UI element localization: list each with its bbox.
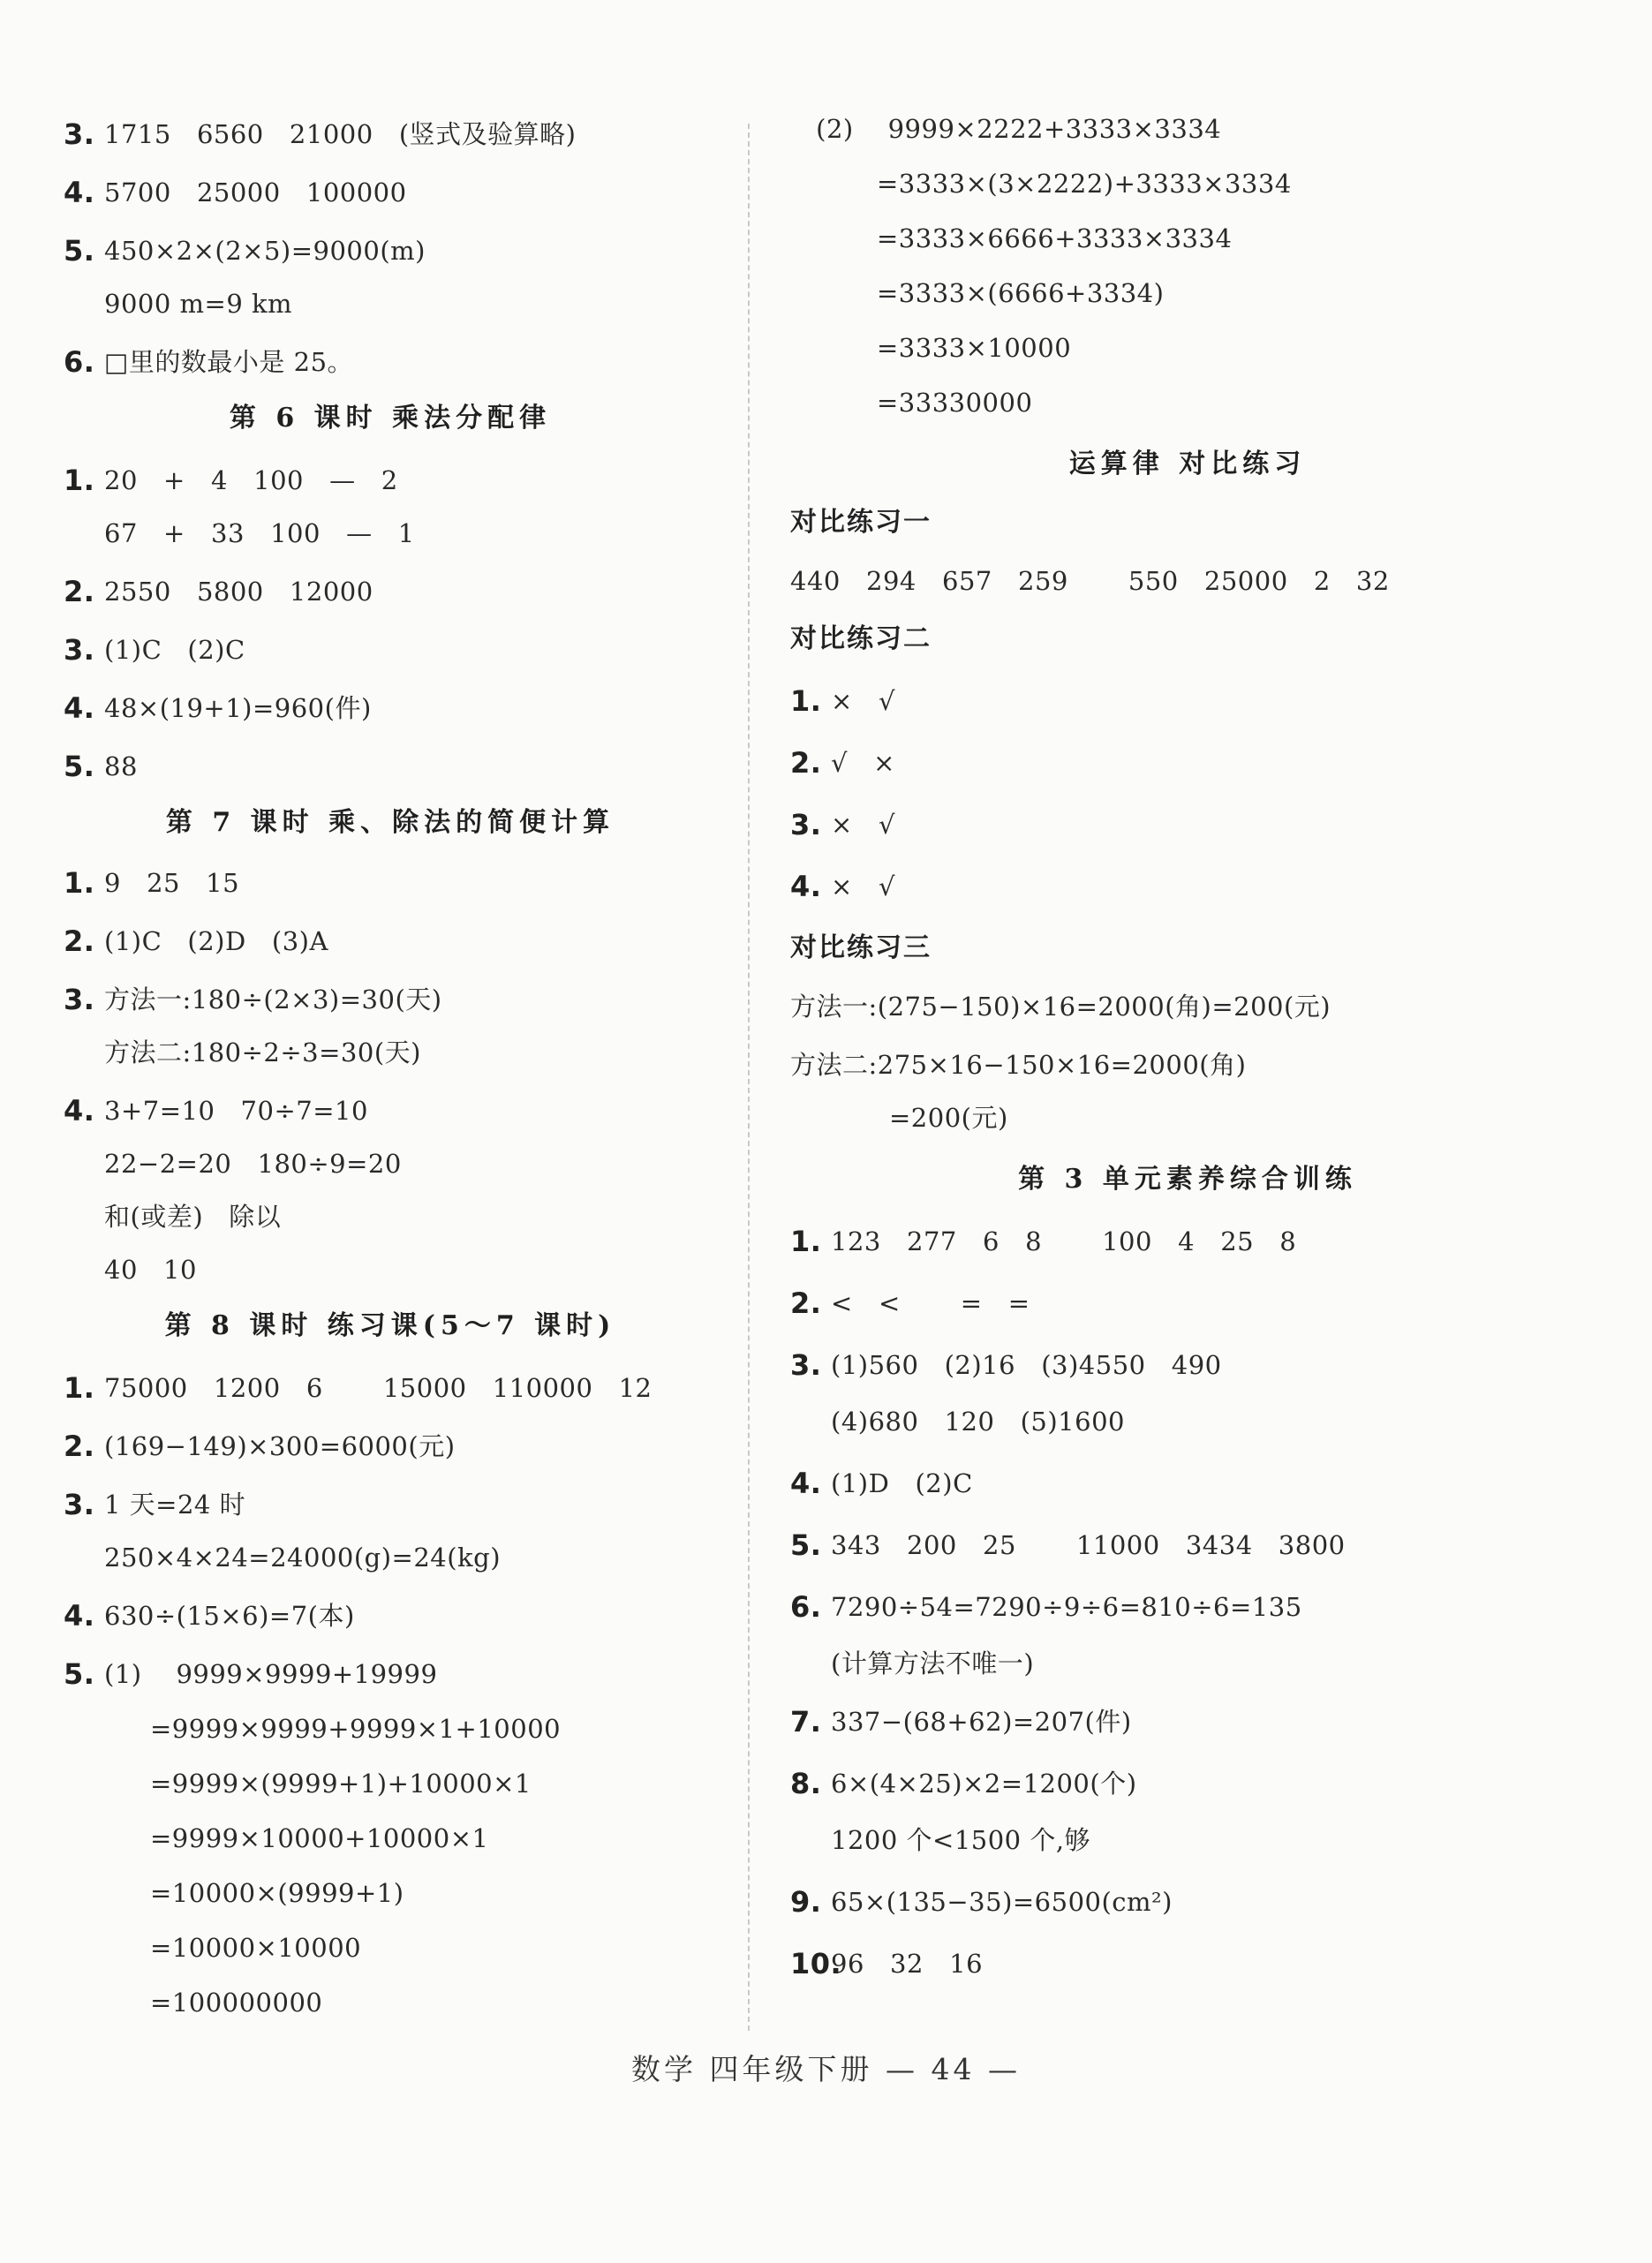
- item-number: 4.: [64, 1599, 95, 1633]
- answer-item: [64, 233, 717, 268]
- answer-line: [790, 221, 1585, 256]
- answer-item: [790, 869, 1585, 904]
- answer-text: 440 294 657 259 550 25000 2 32: [790, 566, 1390, 596]
- answer-item: [64, 982, 717, 1017]
- answer-item: [64, 1487, 717, 1522]
- answer-item: [790, 1946, 1585, 1981]
- answer-line: [790, 330, 1585, 366]
- answer-text: (1)C (2)C: [104, 635, 245, 665]
- answer-item: [790, 1766, 1585, 1801]
- section-heading: 第 8 课时 练习课(5～7 课时): [164, 1310, 616, 1341]
- item-number: 10.: [790, 1947, 842, 1980]
- answer-item: [790, 1286, 1585, 1321]
- answer-line: [64, 1821, 717, 1856]
- answer-text: √ ×: [831, 748, 895, 778]
- answer-line: [790, 1047, 1585, 1082]
- answer-text: × √: [831, 686, 895, 716]
- section-heading: 第 7 课时 乘、除法的简便计算: [165, 807, 615, 838]
- answer-line: [64, 1540, 717, 1575]
- answer-line: [790, 111, 1585, 147]
- answer-text: 250×4×24=24000(g)=24(kg): [104, 1543, 502, 1573]
- item-number: 1.: [790, 1225, 822, 1258]
- answer-text: =10000×(9999+1): [150, 1878, 404, 1908]
- answer-text: (2) 9999×2222+3333×3334: [790, 114, 1222, 144]
- answer-line: [790, 1822, 1585, 1858]
- answer-text: 2550 5800 12000: [104, 577, 373, 607]
- answer-text: 96 32 16: [831, 1949, 984, 1979]
- item-number: 3.: [64, 633, 95, 667]
- answer-item: [64, 1598, 717, 1633]
- answer-text: =100000000: [150, 1988, 323, 2018]
- answer-text: 450×2×(2×5)=9000(m): [104, 236, 426, 266]
- answer-text: 和(或差) 除以: [104, 1202, 282, 1232]
- answer-item: [64, 1093, 717, 1128]
- answer-item: [790, 1466, 1585, 1501]
- item-number: 7.: [790, 1705, 822, 1739]
- answer-line: [790, 563, 1585, 599]
- answer-line: [64, 1766, 717, 1801]
- answer-line: [790, 989, 1585, 1024]
- answer-text: =200(元): [889, 1103, 1008, 1133]
- answer-text: 630÷(15×6)=7(本): [104, 1601, 355, 1631]
- answer-line: [64, 516, 717, 551]
- subsection-heading: 对比练习二: [790, 623, 932, 654]
- answer-text: 9 25 15: [104, 868, 240, 898]
- item-number: 5.: [64, 1657, 95, 1691]
- answer-item: [790, 1347, 1585, 1383]
- answer-text: 方法一:(275−150)×16=2000(角)=200(元): [790, 992, 1331, 1022]
- answer-text: 方法二:180÷2÷3=30(天): [104, 1037, 421, 1067]
- answer-line: [64, 1985, 717, 2020]
- answer-text: 40 10: [104, 1255, 197, 1285]
- column-divider: [748, 124, 750, 2031]
- answer-text: (1)D (2)C: [831, 1468, 973, 1498]
- answer-item: [790, 1589, 1585, 1625]
- answer-line: [64, 1146, 717, 1181]
- answer-line: [64, 1252, 717, 1287]
- answer-item: [64, 117, 717, 152]
- answer-text: × √: [831, 810, 895, 840]
- answer-text: 343 200 25 11000 3434 3800: [831, 1530, 1346, 1560]
- answer-text: 1 天=24 时: [104, 1490, 246, 1520]
- item-number: 4.: [790, 870, 822, 903]
- item-number: 2.: [64, 575, 95, 608]
- answer-text: =9999×9999+9999×1+10000: [150, 1714, 562, 1744]
- answer-item: [64, 463, 717, 498]
- answer-line: [64, 1930, 717, 1965]
- item-number: 2.: [64, 1429, 95, 1463]
- answer-text: 9000 m=9 km: [104, 289, 293, 319]
- item-number: 3.: [64, 117, 95, 151]
- answer-text: 6×(4×25)×2=1200(个): [831, 1769, 1137, 1799]
- item-number: 5.: [790, 1528, 822, 1562]
- answer-item: [64, 1656, 717, 1692]
- answer-line: [64, 1035, 717, 1070]
- section-heading: 第 3 单元素养综合训练: [1018, 1164, 1357, 1195]
- answer-text: 67 + 33 100 — 1: [104, 518, 415, 548]
- item-number: 3.: [790, 1348, 822, 1382]
- page-footer: 数学 四年级下册 — 44 —: [631, 2052, 1021, 2086]
- item-number: 3.: [64, 983, 95, 1016]
- answer-text: =33330000: [877, 388, 1033, 418]
- answer-text: 方法二:275×16−150×16=2000(角): [790, 1050, 1247, 1080]
- answer-text: 1200 个<1500 个,够: [831, 1825, 1091, 1855]
- section-heading: 第 6 课时 乘法分配律: [229, 403, 552, 434]
- answer-text: < < = =: [831, 1288, 1030, 1318]
- item-number: 8.: [790, 1767, 822, 1800]
- answer-text: (计算方法不唯一): [831, 1648, 1035, 1678]
- item-number: 5.: [64, 234, 95, 268]
- answer-text: =3333×6666+3333×3334: [877, 223, 1233, 253]
- answer-text: (1)560 (2)16 (3)4550 490: [831, 1350, 1222, 1380]
- answer-item: [790, 1224, 1585, 1259]
- answer-text: 337−(68+62)=207(件): [831, 1707, 1132, 1737]
- item-number: 9.: [790, 1885, 822, 1919]
- answer-text: =9999×10000+10000×1: [150, 1823, 489, 1853]
- answer-text: (4)680 120 (5)1600: [831, 1407, 1125, 1437]
- answer-item: [64, 175, 717, 210]
- answer-text: 88: [104, 751, 138, 781]
- answer-text: 123 277 6 8 100 4 25 8: [831, 1226, 1297, 1256]
- answer-line: [64, 1875, 717, 1911]
- item-number: 5.: [64, 750, 95, 783]
- answer-text: 75000 1200 6 15000 110000 12: [104, 1373, 653, 1403]
- answer-text: 3+7=10 70÷7=10: [104, 1096, 368, 1126]
- item-number: 2.: [64, 924, 95, 958]
- subsection-heading: 对比练习三: [790, 932, 932, 963]
- answer-text: □里的数最小是 25。: [104, 347, 354, 377]
- answer-text: × √: [831, 871, 895, 901]
- answer-text: =3333×10000: [877, 333, 1072, 363]
- answer-line: [790, 1646, 1585, 1681]
- answer-text: (1)C (2)D (3)A: [104, 926, 328, 956]
- answer-item: [64, 1429, 717, 1464]
- answer-item: [790, 807, 1585, 842]
- answer-text: 20 + 4 100 — 2: [104, 465, 398, 495]
- item-number: 4.: [64, 691, 95, 725]
- section-heading: 运算律 对比练习: [1068, 449, 1307, 479]
- answer-text: =9999×(9999+1)+10000×1: [150, 1769, 532, 1799]
- answer-text: 7290÷54=7290÷9÷6=810÷6=135: [831, 1592, 1302, 1622]
- item-number: 1.: [790, 684, 822, 718]
- item-number: 3.: [64, 1488, 95, 1521]
- item-number: 1.: [64, 1371, 95, 1405]
- item-number: 4.: [64, 1094, 95, 1128]
- answer-item: [64, 749, 717, 784]
- item-number: 2.: [790, 1286, 822, 1320]
- item-number: 3.: [790, 808, 822, 841]
- item-number: 1.: [64, 866, 95, 900]
- answer-line: [64, 286, 717, 321]
- answer-item: [64, 574, 717, 609]
- answer-item: [790, 683, 1585, 719]
- answer-line: [790, 1100, 1585, 1135]
- answer-line: [64, 1199, 717, 1234]
- answer-line: [790, 1404, 1585, 1439]
- item-number: 4.: [64, 176, 95, 209]
- answer-item: [790, 1528, 1585, 1563]
- item-number: 1.: [64, 464, 95, 497]
- answer-item: [790, 1704, 1585, 1739]
- answer-line: [790, 385, 1585, 420]
- answer-text: 22−2=20 180÷9=20: [104, 1149, 402, 1179]
- answer-item: [64, 632, 717, 668]
- answer-item: [64, 344, 717, 380]
- item-number: 6.: [790, 1590, 822, 1624]
- answer-item: [64, 690, 717, 726]
- answer-item: [64, 924, 717, 959]
- answer-item: [790, 745, 1585, 781]
- answer-text: 方法一:180÷(2×3)=30(天): [104, 984, 442, 1015]
- answer-text: 5700 25000 100000: [104, 177, 407, 207]
- answer-text: (169−149)×300=6000(元): [104, 1431, 456, 1461]
- answer-line: [64, 1711, 717, 1746]
- answer-line: [790, 166, 1585, 201]
- answer-text: 1715 6560 21000 (竖式及验算略): [104, 119, 577, 149]
- answer-item: [790, 1884, 1585, 1920]
- answer-text: =3333×(6666+3334): [877, 278, 1165, 308]
- answer-item: [64, 865, 717, 901]
- answer-text: (1) 9999×9999+19999: [104, 1659, 438, 1689]
- answer-text: 65×(135−35)=6500(cm²): [831, 1887, 1173, 1917]
- answer-item: [64, 1370, 717, 1406]
- answer-text: 48×(19+1)=960(件): [104, 693, 372, 723]
- item-number: 2.: [790, 746, 822, 780]
- answer-text: =3333×(3×2222)+3333×3334: [877, 169, 1292, 199]
- answer-text: =10000×10000: [150, 1933, 362, 1963]
- answer-line: [790, 275, 1585, 311]
- item-number: 4.: [790, 1467, 822, 1500]
- subsection-heading: 对比练习一: [790, 507, 932, 538]
- item-number: 6.: [64, 345, 95, 379]
